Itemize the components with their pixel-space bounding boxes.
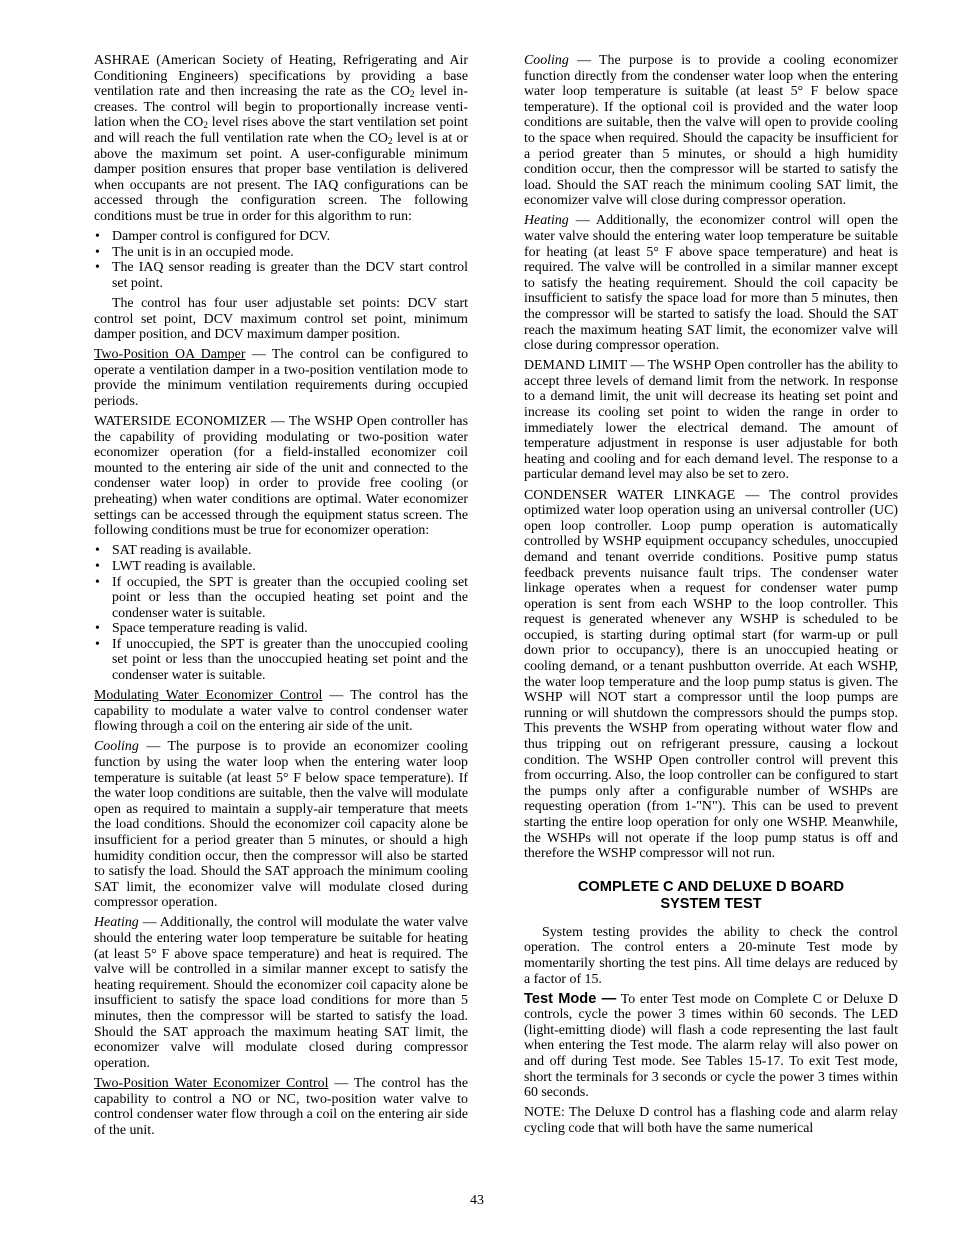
list-item: • The IAQ sensor reading is greater than the DCV start control set point. — [94, 260, 468, 291]
system-testing-paragraph: System testing provides the ability to check the control operation. The control enters a 20-minute Test mode by momentarily shorting the test pins. All time delays are reduced by a factor of 15. — [524, 924, 898, 987]
condenser-water-linkage-paragraph: CONDENSER WATER LINKAGE — The control provides optimized water loop operation using an universal controller (UC) open loop controller. Loop pump operation is automatically controlled by WSHP equipment occupancy schedules, unoccupied demand and tenant override conditions. Positive pump status feedback prevents nuisance fault trips. The condenser water linkage operates when a request for condenser water pump operation is sent from each WSHP to the loop controller. This request is generated whenever any WSHP is scheduled to be occupied, is starting during optimal start (for warm-up or pull down prior to occupancy), there is an unoccupied heating or cooling demand, or a tenant pushbutton override. At each WSHP, the water loop temperature and the loop pump status is given. The WSHP will NOT start a compressor until the loop pumps are running or will shutdown the compressors should the pumps stop. This prevents the WSHP from operating without water flow and thus tripping out on refrigerant pressure, causing a lockout condition. The WSHP Open controller control will prevent this from occurring. Also, the loop controller can be configured to start the pumps only after a configurable number of WSHPs are requesting operation (from 1-"N"). This can be used to prevent starting the entire loop operation for only one WSHP. Meanwhile, the WSHPs will not operate if the loop pump status is off and therefore the WSHP compressor will not run. — [524, 487, 898, 862]
dcv-conditions-list — [94, 229, 468, 291]
test-mode-paragraph: Test Mode — To enter Test mode on Complete C or Deluxe D controls, cycle the power 3 times within 60 seconds. The LED (light-emitting diode) will flash a code representing the last fault when entering the Test mode. The alarm relay will also power on and off during Test mode. See Tables 15-17. To exit Test mode, short the terminals for 3 seconds or cycle the power 3 times within 60 seconds. — [524, 990, 898, 1101]
subsection-title: Cooling — [94, 739, 139, 755]
list-item: • Damper control is configured for DCV. — [94, 229, 468, 245]
list-item: • The unit is in an occupied mode. — [94, 245, 468, 261]
two-position-oa-damper-paragraph: Two-Position OA Damper — The control can be configured to operate a ventilation damper in a two-position ventilation mode to provide the minimum ventilation requirements during occupied periods. — [94, 347, 469, 409]
list-item: • If unoccupied, the SPT is greater than the unoccupied cooling set point or less than the unoccupied heating set point and the condenser water is suitable. — [94, 637, 468, 684]
demand-limit-paragraph: DEMAND LIMIT — The WSHP Open controller has the ability to accept three levels of demand limit from the network. In response to a demand limit, the unit will decrease its heating set point and increase its cooling set point to widen the range in order to immediately lower the electrical demand. The amount of temperature adjustment in response is user adjustable for both heating and cooling and for each demand level. The response to a particular demand level may also be set to zero. — [524, 358, 898, 483]
page-number: 43 — [470, 1193, 484, 1208]
left-column — [94, 53, 468, 1143]
subsection-title: Modulating Water Economizer Control — [94, 688, 323, 704]
list-item: • SAT reading is available. — [94, 543, 468, 559]
list-item: • LWT reading is available. — [94, 559, 468, 575]
economizer-conditions-list — [94, 543, 468, 683]
ashrae-paragraph: ASHRAE (American Society of Heating, Refrigerating and Air Conditioning Engineers) specifications by providing a base ventilation rate and then increasing the rate as the $CO_2$ level increases. The control will begin to proportionally increase ventilation when the $CO_2$ level rises above the start ventilation set point and will reach the full ventilation rate when the $CO_2$ level is at or above the maximum set point. A user-configurable minimum damper position ensures that proper base ventilation is delivered when occupants are not present. The IAQ configurations can be accessed through the configuration screen. The following conditions must be true in order for this algorithm to run: — [94, 53, 469, 224]
two-position-heating-paragraph: Heating — Additionally, the economizer control will open the water valve should the entering water loop temperature be suitable for heating (at least 5° F above space temperature) and heat is required. The valve will be controlled in a similar manner except to satisfy the heating requirement. Should the coil capacity be insufficient to satisfy the space load for more than 5 minutes, then the compressor will be started to satisfy the load. Should the SAT reach the maximum heating SAT limit, the economizer valve will close during compressor operation. — [524, 213, 898, 354]
modulating-cooling-paragraph: Cooling — The purpose is to provide an economizer cooling function by using the water loop when the entering water loop temperature is suitable (at least 5° F below space temperature). If the water loop conditions are suitable, then the valve will modulate open as required to maintain a supply-air temperature that meets the load conditions. Should the economizer coil capacity alone be insufficient for a period greater than 5 minutes, or should a high humidity condition occur, then the compressor will also be started to satisfy the load. Should the SAT approach the minimum cooling SAT limit, the economizer valve will modulate closed during compressor operation. — [94, 739, 468, 911]
list-item: • Space temperature reading is valid. — [94, 621, 468, 637]
right-column — [524, 53, 898, 1141]
section-heading: COMPLETE C AND DELUXE D BOARD SYSTEM TEST — [577, 878, 845, 912]
two-position-economizer-paragraph: Two-Position Water Economizer Control — The control has the capability to control a NO or NC, two-position water valve to control condenser water flow through a coil on the entering air side of the unit. — [94, 1075, 468, 1138]
subsection-title: Two-Position OA Damper — [94, 347, 246, 363]
subsection-title: Test Mode — — [524, 990, 617, 1007]
subsection-title: Heating — [94, 915, 139, 931]
set-points-paragraph: The control has four user adjustable set points: DCV start control set point, DCV maximum control set point, minimum damper position, and DCV maximum damper position. — [94, 295, 468, 343]
subsection-title: Two-Position Water Economizer Control — [94, 1075, 329, 1091]
modulating-economizer-paragraph: Modulating Water Economizer Control — The control has the capability to modulate a water valve to control condenser water flowing through a coil on the entering air side of the unit. — [94, 688, 468, 735]
list-item: • If occupied, the SPT is greater than the occupied cooling set point or less than the occupied heating set point and the condenser water is suitable. — [94, 575, 468, 622]
waterside-economizer-paragraph: WATERSIDE ECONOMIZER — The WSHP Open controller has the capability of providing modulating or two-position water economizer operation (for a field-installed economizer coil mounted to the entering air side of the unit and connected to the condenser water loop) in order to provide free cooling (or preheating) when water conditions are optimal. Water economizer settings can be accessed through the equipment status screen. The following conditions must be true for economizer operation: — [94, 414, 468, 539]
subsection-title: Heating — [524, 213, 569, 229]
modulating-heating-paragraph: Heating — Additionally, the control will modulate the water valve should the entering water loop temperature be suitable for heating (at least 5° F above space temperature) and heat is required. The valve will be controlled in a similar manner except to satisfy the heating requirement. Should the economizer coil capacity alone be insufficient to satisfy the space load conditions for more than 5 minutes, then the compressor will be started to satisfy the load. Should the SAT approach the maximum heating SAT limit, the economizer valve will modulate closed during compressor operation. — [94, 915, 468, 1071]
note-paragraph: NOTE: The Deluxe D control has a flashing code and alarm relay cycling code that will both have the same numerical — [524, 1105, 898, 1136]
subsection-title: Cooling — [524, 53, 569, 68]
two-position-cooling-paragraph: Cooling — The purpose is to provide a cooling economizer function directly from the condenser water loop when the entering water loop temperature is suitable (at least 5° F below space temperature). If the optional coil is provided and the water loop conditions are suitable, then the valve will open to provide cooling to the space when required. Should the capacity be insufficient for a period greater than 5 minutes, or should a high humidity condition occur, then the compressor will be started to satisfy the load. Should the SAT reach the minimum cooling SAT limit, the economizer valve will close during compressor operation. — [524, 53, 898, 209]
